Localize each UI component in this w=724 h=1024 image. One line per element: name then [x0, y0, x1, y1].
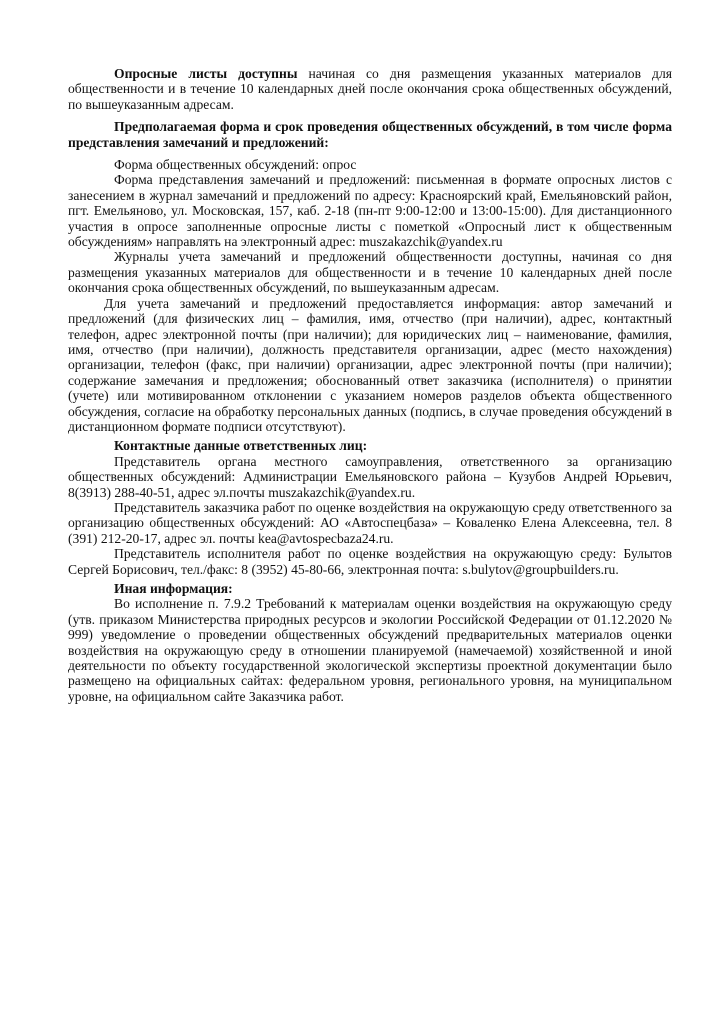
remarks-form-paragraph: Форма представления замечаний и предложений: письменная в формате опросных листов с занесением в журнал замечаний и предложений по адресу: Красноярский край, Емельяновский район, пгт. Емельяново, ул. Московская, 157, каб. 2-18 (пн-пт 9:00-12:00 и 13:00-15:00). Для дистанционного участия в опросе заполненные опросные листы с пометкой «Опросный лист к общественным обсуждениям» направлять на электронный адрес: muszakazchik@yandex.ru [68, 172, 672, 250]
contact-executor-paragraph: Представитель исполнителя работ по оценке воздействия на окружающую среду: Булытов Сергей Борисович, тел./факс: 8 (3952) 45-80-66, электронная почта: s.bulytov@groupbuilders.ru. [68, 546, 672, 577]
other-info-paragraph: Во исполнение п. 7.9.2 Требований к материалам оценки воздействия на окружающую среду (утв. приказом Министерства природных ресурсов и экологии Российской Федерации от 01.12.2020 № 999) уведомление о проведении общественных обсуждений предварительных материалов оценки воздействия на окружающую среду в отношении планируемой (намечаемой) хозяйственной и иной деятельности по объекту государственной экологической экспертизы проектной документации было размещено на официальных сайтах: федеральном уровня, регионального уровня, на муниципальном уровне, на официальном сайте Заказчика работ. [68, 596, 672, 704]
contact-administration-paragraph: Представитель органа местного самоуправления, ответственного за организацию общественных обсуждений: Администрации Емельяновского района – Кузубов Андрей Юрьевич, 8(3913) 288-40-51, адрес эл.почты muszakazchik@yandex.ru. [68, 453, 672, 500]
discussion-form-heading: Предполагаемая форма и срок проведения общественных обсуждений, в том числе форма представления замечаний и предложений: [68, 119, 672, 150]
discussion-form-line: Форма общественных обсуждений: опрос [114, 157, 357, 173]
remarks-info-paragraph: Для учета замечаний и предложений предоставляется информация: автор замечаний и предложений (для физических лиц – фамилия, имя, отчество (при наличии), адрес, контактный телефон, адрес электронной почты (при наличии); для юридических лиц – наименование, фамилия, имя, отчество (при наличии), должность представителя организации, адрес (место нахождения) организации, телефон (факс, при наличии) организации, адрес электронной почты (при наличии); содержание замечания и предложения; обоснованный ответ заказчика (исполнителя) о принятии (учете) или мотивированном отклонении с указанием номеров разделов объекта общественного обсуждения, согласие на обработку персональных данных (подпись, в случае проведения обсуждений в дистанционном формате подписи отсутствуют). [68, 295, 672, 434]
other-info-heading: Иная информация: [114, 581, 233, 596]
contact-customer-paragraph: Представитель заказчика работ по оценке воздействия на окружающую среду ответственного за организацию общественных обсуждений: АО «Автоспецбаза» – Коваленко Елена Алексеевна, тел. 8 (391) 212-20-17, адрес эл. почты kea@avtospecbaza24.ru. [68, 499, 672, 546]
contacts-heading: Контактные данные ответственных лиц: [114, 438, 368, 454]
questionnaire-availability-paragraph [68, 66, 672, 112]
questionnaire-availability-lead: Опросные листы доступны [114, 66, 298, 81]
journals-paragraph: Журналы учета замечаний и предложений общественности доступны, начиная со дня размещения указанных материалов для общественности и в течение 10 календарных дней после окончания срока общественных обсуждений, по вышеуказанным адресам. [68, 249, 672, 296]
questionnaire-availability-text: начиная со дня размещения указанных материалов для общественности и в течение 10 календарных дней после окончания срока общественных обсуждений, по вышеуказанным адресам. [68, 66, 672, 112]
